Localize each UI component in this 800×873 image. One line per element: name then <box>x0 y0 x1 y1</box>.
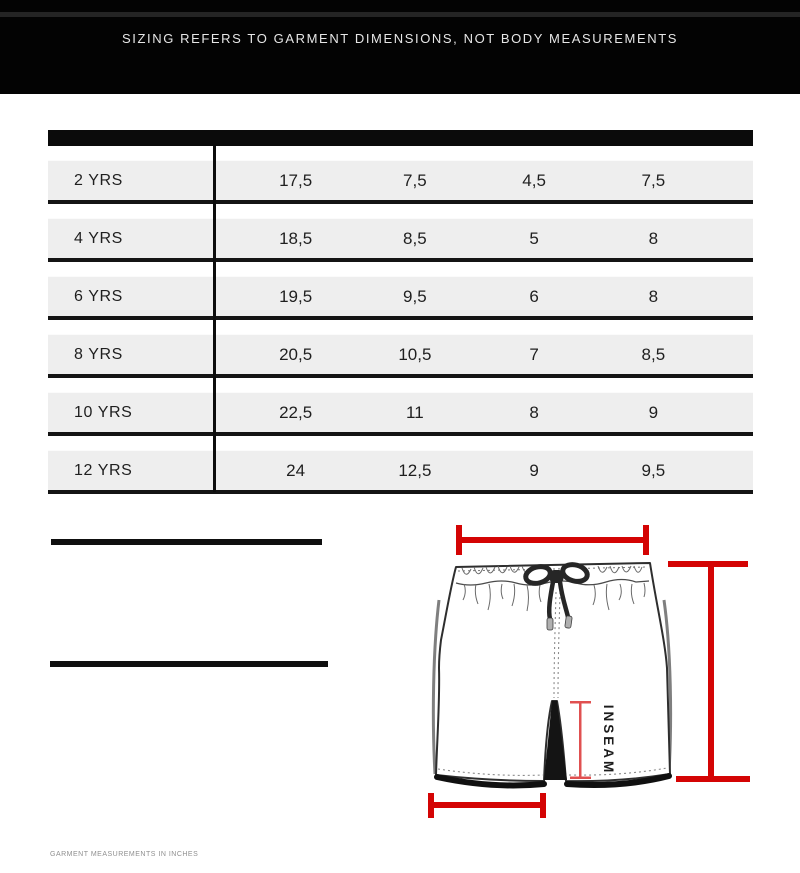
banner-stripe <box>0 12 800 17</box>
measurement-value: 7 <box>529 344 539 364</box>
drawstring-aglet <box>565 616 573 629</box>
measurement-value: 8 <box>648 228 659 248</box>
measurement-value: 24 <box>286 460 306 480</box>
measurement-value: 11 <box>406 402 424 422</box>
size-label: 4 YRS <box>74 229 123 247</box>
row-values <box>214 403 753 423</box>
table-header-redacted-bar <box>48 130 753 146</box>
measurement-value: 7,5 <box>641 170 666 190</box>
measurement-value: 20,5 <box>279 344 313 364</box>
row-values <box>214 345 753 365</box>
measurement-value: 7,5 <box>403 170 427 190</box>
measurement-value: 8 <box>648 286 659 306</box>
measurement-value: 9,5 <box>641 460 666 480</box>
table-row <box>48 160 753 204</box>
measurement-value: 8,5 <box>403 228 427 248</box>
width-measure-arrow <box>456 525 649 555</box>
units-footnote: GARMENT MEASUREMENTS IN INCHES <box>50 851 199 858</box>
size-label: 8 YRS <box>74 345 123 363</box>
measurement-value: 8 <box>529 402 539 422</box>
shorts-measurement-diagram <box>410 515 780 845</box>
measurement-value: 9 <box>648 402 659 422</box>
page-title: SIZING REFERS TO GARMENT DIMENSIONS, NOT BODY MEASUREMENTS <box>121 31 679 46</box>
size-label: 2 YRS <box>74 171 123 189</box>
row-values <box>214 287 753 307</box>
header-banner <box>0 0 800 94</box>
inseam-label: INSEAM <box>601 704 616 776</box>
measurement-value: 6 <box>529 286 539 306</box>
measurement-value: 4,5 <box>522 170 546 190</box>
table-row <box>48 276 753 320</box>
measurement-value: 8,5 <box>641 344 666 364</box>
leg-opening-measure-arrow <box>428 793 546 818</box>
drawstring-aglet <box>547 618 553 630</box>
length-measure-line <box>668 561 750 782</box>
measure-label-bar <box>50 661 328 667</box>
table-row <box>48 450 753 494</box>
measurement-value: 19,5 <box>279 286 313 306</box>
measurement-value: 22,5 <box>279 402 313 422</box>
table-row <box>48 218 753 262</box>
measurement-value: 5 <box>529 228 539 248</box>
measurement-value: 9 <box>529 460 539 480</box>
table-row <box>48 392 753 436</box>
row-values <box>214 461 753 481</box>
row-values <box>214 171 753 191</box>
size-label: 12 YRS <box>74 461 133 479</box>
measurement-value: 10,5 <box>398 344 432 364</box>
measurement-value: 12,5 <box>398 460 432 480</box>
size-label: 6 YRS <box>74 287 123 305</box>
measurement-value: 9,5 <box>403 286 427 306</box>
measurement-value: 17,5 <box>279 170 313 190</box>
shorts-illustration <box>433 562 670 785</box>
table-row <box>48 334 753 378</box>
measure-label-bar <box>51 539 322 545</box>
table-column-divider <box>213 146 216 492</box>
size-label: 10 YRS <box>74 403 133 421</box>
measurement-value: 18,5 <box>279 228 313 248</box>
row-values <box>214 229 753 249</box>
